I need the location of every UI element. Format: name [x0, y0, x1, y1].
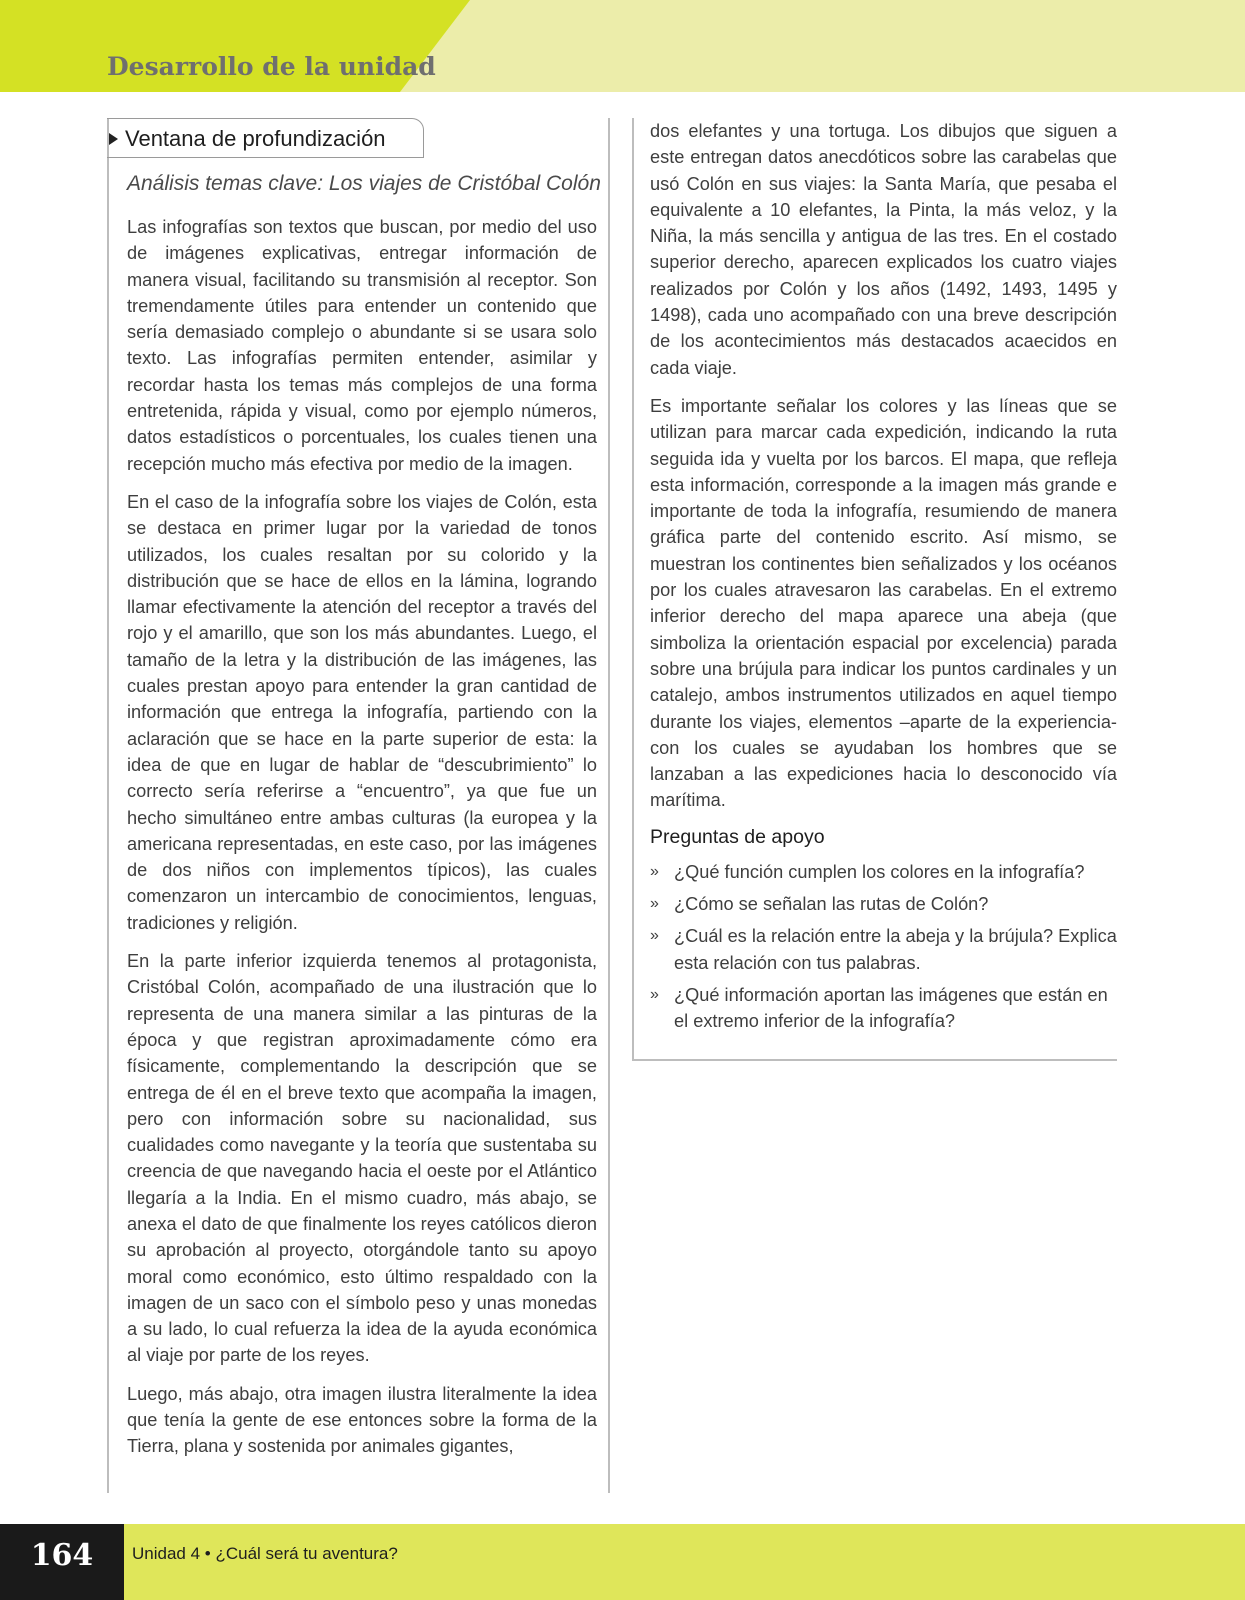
paragraph: En la parte inferior izquierda tenemos al protagonista, Cristóbal Colón, acompañado de una ilustración que lo representa de una manera similar a las pinturas de la época y que registran aproximadamente cómo era físicamente, complementando la descripción que se entrega de él en el breve texto que acompaña la imagen, pero con información sobre su nacionalidad, sus cualidades como navegante y la teoría que sustentaba su creencia de que navegando hacia el oeste por el Atlántico llegaría a la India. En el mismo cuadro, más abajo, se anexa el dato de que finalmente los reyes católicos dieron su aprobación al proyecto, otorgándole tanto su apoyo moral como económico, esto último respaldado con la imagen de un saco con el símbolo peso y unas monedas a su lado, lo cual refuerza la idea de la ayuda económica al viaje por parte de los reyes.	[127, 951, 597, 1366]
window-title-tab	[107, 118, 424, 158]
page-number-box	[0, 1524, 124, 1600]
question-item	[650, 923, 1117, 976]
paragraph: Las infografías son textos que buscan, por medio del uso de imágenes explicativas, entregar información de manera visual, facilitando su transmisión al receptor. Son tremendamente útiles para entender un contenido que sería demasiado complejo o abundante si se usara solo texto. Las infografías permiten entender, asimilar y recordar hasta los temas más complejos de una forma entretenida, rápida y visual, como por ejemplo números, datos estadísticos o porcentuales, los cuales tienen una recepción mucho más efectiva por medio de la imagen.	[127, 217, 597, 474]
section-title: Desarrollo de la unidad	[107, 52, 436, 81]
left-column	[107, 118, 610, 1493]
paragraph: Es importante señalar los colores y las líneas que se utilizan para marcar cada expedición, indicando la ruta seguida ida y vuelta por los barcos. El mapa, que refleja esta información, corresponde a la imagen más grande e importante de toda la infografía, resumiendo de manera gráfica parte del contenido escrito. Así mismo, se muestran los continentes bien señalizados y los océanos por los cuales atravesaron las carabelas. En el extremo inferior derecho del mapa aparece una abeja (que simboliza la orientación espacial por excelencia) parada sobre una brújula para indicar los puntos cardinales y un catalejo, ambos instrumentos utilizados en aquel tiempo durante los viajes, elementos –aparte de la experiencia- con los cuales se ayudaban los hombres que se lanzaban a las expediciones hacia lo desconocido vía marítima.	[650, 395, 1117, 811]
right-body-text	[650, 118, 1117, 1041]
questions-list	[650, 859, 1117, 1035]
bullet-icon: »	[650, 985, 659, 1003]
questions-heading: Preguntas de apoyo	[650, 825, 825, 848]
page-footer	[0, 1524, 1245, 1600]
question-text: ¿Cómo se señalan las rutas de Colón?	[674, 894, 989, 915]
question-item	[650, 859, 1117, 885]
question-item	[650, 891, 1117, 917]
paragraph: En el caso de la infografía sobre los viajes de Colón, esta se destaca en primer lugar por la variedad de tonos utilizados, los cuales resaltan por su colorido y la distribución que se hace de ellos en la lámina, logrando llamar efectivamente la atención del receptor a través del rojo y el amarillo, que son los más abundantes. Luego, el tamaño de la letra y la distribución de las imágenes, las cuales prestan apoyo para entender la gran cantidad de información que entrega la infografía, partiendo con la aclaración que se hace en la parte superior de esta: la idea de que en lugar de hablar de “descubrimiento” lo correcto sería referirse a “encuentro”, ya que fue un hecho simultáneo entre ambas culturas (la europea y la americana representadas, en este caso, por las imágenes de dos niños con implementos típicos), las cuales comenzaron un intercambio de conocimientos, lenguas, tradiciones y religión.	[127, 491, 597, 933]
bullet-icon: »	[650, 862, 659, 880]
triangle-icon	[109, 133, 118, 145]
paragraph: Luego, más abajo, otra imagen ilustra literalmente la idea que tenía la gente de ese entonces sobre la forma de la Tierra, plana y sostenida por animales gigantes,	[127, 1383, 597, 1457]
question-item	[650, 982, 1117, 1035]
paragraph: dos elefantes y una tortuga. Los dibujos que siguen a este entregan datos anecdóticos sobre las carabelas que usó Colón en sus viajes: la Santa María, que pesaba el equivalente a 10 elefantes, la Pinta, la más veloz, y la Niña, la más sencilla y antigua de las tres. En el costado superior derecho, aparecen explicados los cuatro viajes realizados por Colón y los años (1492, 1493, 1495 y 1498), cada uno acompañado con una breve descripción de los acontecimientos más destacados acaecidos en cada viaje.	[650, 121, 1117, 378]
window-subtitle: Análisis temas clave: Los viajes de Cristóbal Colón	[127, 172, 601, 195]
page-number: 164	[30, 1538, 94, 1573]
page-header	[0, 0, 1245, 92]
bullet-icon: »	[650, 895, 659, 913]
question-text: ¿Qué información aportan las imágenes que están en el extremo inferior de la infografía?	[674, 984, 1108, 1032]
unit-label: Unidad 4 • ¿Cuál será tu aventura?	[132, 1544, 398, 1563]
window-title: Ventana de profundización	[125, 126, 386, 151]
bullet-icon: »	[650, 927, 659, 945]
left-body-text	[127, 214, 597, 1472]
question-text: ¿Cuál es la relación entre la abeja y la brújula? Explica esta relación con tus palabras.	[674, 926, 1117, 973]
question-text: ¿Qué función cumplen los colores en la infografía?	[674, 861, 1085, 882]
right-column	[632, 118, 1117, 1061]
